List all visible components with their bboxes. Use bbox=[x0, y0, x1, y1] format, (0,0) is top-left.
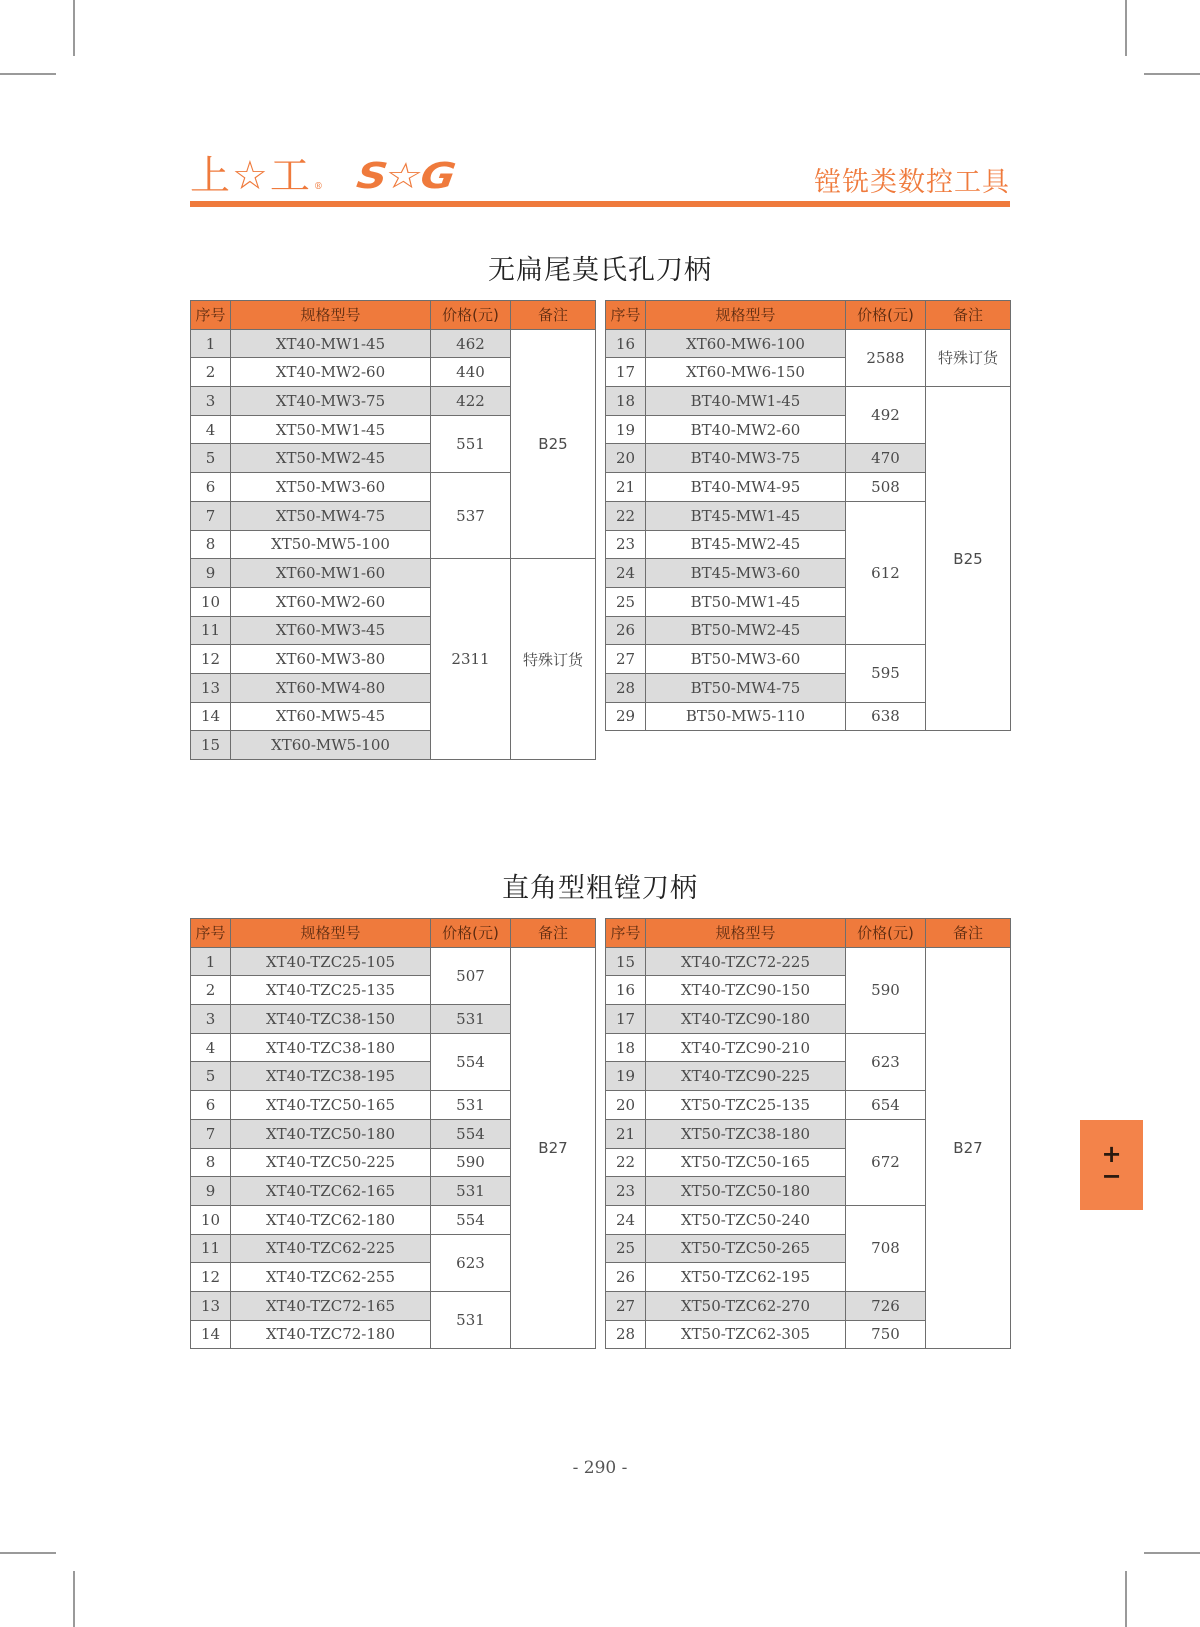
cell-model: BT50-MW5-110 bbox=[646, 702, 846, 731]
header-note: 备注 bbox=[511, 301, 596, 330]
table-header-row bbox=[191, 919, 596, 948]
cell-price: 672 bbox=[846, 1119, 926, 1205]
crop-mark bbox=[1144, 73, 1200, 75]
cell-price: 590 bbox=[846, 947, 926, 1033]
cell-price: 422 bbox=[431, 387, 511, 416]
cell-no: 27 bbox=[606, 645, 646, 674]
cell-model: XT40-MW1-45 bbox=[231, 329, 431, 358]
cell-note: B27 bbox=[511, 947, 596, 1349]
cell-model: BT45-MW3-60 bbox=[646, 559, 846, 588]
cell-model: XT50-MW1-45 bbox=[231, 415, 431, 444]
header-no: 序号 bbox=[606, 301, 646, 330]
cell-no: 17 bbox=[606, 1005, 646, 1034]
cell-no: 26 bbox=[606, 1263, 646, 1292]
header-no: 序号 bbox=[191, 919, 231, 948]
cell-model: XT50-MW4-75 bbox=[231, 501, 431, 530]
cell-price: 2311 bbox=[431, 559, 511, 760]
cell-price: 531 bbox=[431, 1177, 511, 1206]
cell-no: 13 bbox=[191, 673, 231, 702]
table-row bbox=[191, 329, 596, 358]
cell-model: XT60-MW6-150 bbox=[646, 358, 846, 387]
cell-no: 9 bbox=[191, 1177, 231, 1206]
cell-price: 612 bbox=[846, 501, 926, 644]
cell-model: BT50-MW4-75 bbox=[646, 673, 846, 702]
cell-no: 25 bbox=[606, 587, 646, 616]
cell-model: BT40-MW4-95 bbox=[646, 473, 846, 502]
cell-price: 2588 bbox=[846, 329, 926, 386]
cell-price: 440 bbox=[431, 358, 511, 387]
header-note: 备注 bbox=[926, 919, 1011, 948]
cell-model: XT50-TZC62-195 bbox=[646, 1263, 846, 1292]
cell-no: 12 bbox=[191, 645, 231, 674]
cell-no: 20 bbox=[606, 444, 646, 473]
header-model: 规格型号 bbox=[646, 301, 846, 330]
cell-model: XT50-TZC38-180 bbox=[646, 1119, 846, 1148]
cell-price: 554 bbox=[431, 1119, 511, 1148]
cell-model: XT60-MW1-60 bbox=[231, 559, 431, 588]
cell-model: XT40-TZC90-225 bbox=[646, 1062, 846, 1091]
cell-no: 29 bbox=[606, 702, 646, 731]
cell-no: 6 bbox=[191, 1091, 231, 1120]
crop-mark bbox=[73, 0, 75, 56]
header-note: 备注 bbox=[926, 301, 1011, 330]
cell-note: B25 bbox=[926, 387, 1011, 731]
header-model: 规格型号 bbox=[646, 919, 846, 948]
cell-note: B25 bbox=[511, 329, 596, 559]
crop-mark bbox=[1125, 0, 1127, 56]
cell-no: 9 bbox=[191, 559, 231, 588]
cell-model: XT40-TZC72-180 bbox=[231, 1320, 431, 1349]
cell-model: XT60-MW4-80 bbox=[231, 673, 431, 702]
cell-no: 14 bbox=[191, 702, 231, 731]
table-row bbox=[191, 947, 596, 976]
cell-model: XT40-TZC50-225 bbox=[231, 1148, 431, 1177]
header-price: 价格(元) bbox=[846, 301, 926, 330]
price-table-s1-left bbox=[190, 300, 596, 760]
cell-model: BT50-MW1-45 bbox=[646, 587, 846, 616]
cell-model: XT60-MW6-100 bbox=[646, 329, 846, 358]
cell-model: BT45-MW1-45 bbox=[646, 501, 846, 530]
cell-model: XT50-TZC50-165 bbox=[646, 1148, 846, 1177]
cell-price: 551 bbox=[431, 415, 511, 472]
section-label: 镗铣类数控工具 bbox=[814, 167, 1010, 198]
cell-no: 1 bbox=[191, 947, 231, 976]
cell-no: 7 bbox=[191, 501, 231, 530]
table-header-row bbox=[606, 301, 1011, 330]
cell-no: 21 bbox=[606, 473, 646, 502]
cell-model: XT40-MW3-75 bbox=[231, 387, 431, 416]
crop-mark bbox=[1144, 1552, 1200, 1554]
cell-price: 726 bbox=[846, 1291, 926, 1320]
cell-no: 7 bbox=[191, 1119, 231, 1148]
cell-model: XT50-TZC50-240 bbox=[646, 1205, 846, 1234]
cell-price: 590 bbox=[431, 1148, 511, 1177]
cell-no: 12 bbox=[191, 1263, 231, 1292]
cell-no: 24 bbox=[606, 1205, 646, 1234]
cell-model: XT60-MW3-80 bbox=[231, 645, 431, 674]
cell-price: 623 bbox=[431, 1234, 511, 1291]
header-model: 规格型号 bbox=[231, 919, 431, 948]
crop-mark bbox=[0, 73, 56, 75]
cell-price: 708 bbox=[846, 1205, 926, 1291]
table-row bbox=[606, 387, 1011, 416]
cell-price: 537 bbox=[431, 473, 511, 559]
cell-model: XT40-TZC50-165 bbox=[231, 1091, 431, 1120]
cell-no: 3 bbox=[191, 387, 231, 416]
cell-no: 10 bbox=[191, 1205, 231, 1234]
cell-no: 28 bbox=[606, 673, 646, 702]
cell-no: 15 bbox=[191, 731, 231, 760]
cell-price: 492 bbox=[846, 387, 926, 444]
header-price: 价格(元) bbox=[431, 919, 511, 948]
cell-price: 508 bbox=[846, 473, 926, 502]
cell-no: 18 bbox=[606, 1033, 646, 1062]
cell-model: XT50-MW3-60 bbox=[231, 473, 431, 502]
header-price: 价格(元) bbox=[431, 301, 511, 330]
crop-mark bbox=[1125, 1571, 1127, 1627]
cell-no: 2 bbox=[191, 976, 231, 1005]
cell-no: 8 bbox=[191, 530, 231, 559]
cell-no: 6 bbox=[191, 473, 231, 502]
cell-model: XT50-TZC62-305 bbox=[646, 1320, 846, 1349]
cell-model: XT60-MW5-100 bbox=[231, 731, 431, 760]
cell-model: BT50-MW2-45 bbox=[646, 616, 846, 645]
cell-no: 8 bbox=[191, 1148, 231, 1177]
cell-price: 554 bbox=[431, 1033, 511, 1090]
section1-title: 无扁尾莫氏孔刀柄 bbox=[488, 255, 712, 286]
brand-logo bbox=[190, 148, 457, 199]
cell-price: 554 bbox=[431, 1205, 511, 1234]
cell-price: 654 bbox=[846, 1091, 926, 1120]
cell-model: XT40-TZC62-255 bbox=[231, 1263, 431, 1292]
cell-model: BT45-MW2-45 bbox=[646, 530, 846, 559]
cell-model: BT40-MW2-60 bbox=[646, 415, 846, 444]
cell-no: 22 bbox=[606, 1148, 646, 1177]
header-divider bbox=[190, 201, 1010, 207]
table-row bbox=[191, 559, 596, 588]
cell-price: 531 bbox=[431, 1005, 511, 1034]
cell-no: 5 bbox=[191, 1062, 231, 1091]
logo-sg-mark: S☆G bbox=[353, 154, 457, 197]
cell-model: XT40-TZC62-165 bbox=[231, 1177, 431, 1206]
registered-mark: ® bbox=[313, 182, 323, 192]
cell-model: XT40-TZC50-180 bbox=[231, 1119, 431, 1148]
cell-model: XT50-TZC50-265 bbox=[646, 1234, 846, 1263]
cell-no: 23 bbox=[606, 530, 646, 559]
price-table-s2-right bbox=[605, 918, 1011, 1349]
cell-no: 3 bbox=[191, 1005, 231, 1034]
cell-no: 13 bbox=[191, 1291, 231, 1320]
cell-model: XT40-MW2-60 bbox=[231, 358, 431, 387]
header-model: 规格型号 bbox=[231, 301, 431, 330]
cell-model: XT40-TZC62-180 bbox=[231, 1205, 431, 1234]
cell-price: 595 bbox=[846, 645, 926, 702]
cell-model: BT40-MW3-75 bbox=[646, 444, 846, 473]
cell-model: XT50-TZC62-270 bbox=[646, 1291, 846, 1320]
cell-model: XT60-MW5-45 bbox=[231, 702, 431, 731]
cell-model: XT60-MW3-45 bbox=[231, 616, 431, 645]
cell-model: XT50-TZC25-135 bbox=[646, 1091, 846, 1120]
cell-no: 2 bbox=[191, 358, 231, 387]
page-number: - 290 - bbox=[572, 1458, 628, 1478]
cell-no: 5 bbox=[191, 444, 231, 473]
price-table-s2-left bbox=[190, 918, 596, 1349]
cell-note: 特殊订货 bbox=[926, 329, 1011, 386]
header-no: 序号 bbox=[606, 919, 646, 948]
cell-model: XT40-TZC90-210 bbox=[646, 1033, 846, 1062]
cell-no: 16 bbox=[606, 329, 646, 358]
cell-no: 22 bbox=[606, 501, 646, 530]
cell-model: XT40-TZC38-180 bbox=[231, 1033, 431, 1062]
cell-no: 19 bbox=[606, 1062, 646, 1091]
cell-no: 4 bbox=[191, 415, 231, 444]
table-row bbox=[606, 947, 1011, 976]
cell-model: BT50-MW3-60 bbox=[646, 645, 846, 674]
cell-price: 638 bbox=[846, 702, 926, 731]
section2-title: 直角型粗镗刀柄 bbox=[502, 873, 698, 904]
table-header-row bbox=[606, 919, 1011, 948]
cell-model: XT40-TZC72-225 bbox=[646, 947, 846, 976]
cell-no: 10 bbox=[191, 587, 231, 616]
cell-price: 507 bbox=[431, 947, 511, 1004]
cell-no: 19 bbox=[606, 415, 646, 444]
cell-no: 11 bbox=[191, 1234, 231, 1263]
cell-model: XT40-TZC90-150 bbox=[646, 976, 846, 1005]
cell-model: XT40-TZC62-225 bbox=[231, 1234, 431, 1263]
cell-note: B27 bbox=[926, 947, 1011, 1349]
cell-note: 特殊订货 bbox=[511, 559, 596, 760]
table-header-row bbox=[191, 301, 596, 330]
cell-price: 531 bbox=[431, 1091, 511, 1120]
crop-mark bbox=[0, 1552, 56, 1554]
cell-no: 26 bbox=[606, 616, 646, 645]
cell-no: 18 bbox=[606, 387, 646, 416]
cell-price: 470 bbox=[846, 444, 926, 473]
price-table-s1-right bbox=[605, 300, 1011, 731]
cell-no: 21 bbox=[606, 1119, 646, 1148]
plus-icon: + bbox=[1101, 1140, 1122, 1168]
cell-model: BT40-MW1-45 bbox=[646, 387, 846, 416]
logo-chinese-mark: 上☆工 bbox=[190, 153, 312, 199]
cell-model: XT50-MW5-100 bbox=[231, 530, 431, 559]
cell-model: XT40-TZC38-150 bbox=[231, 1005, 431, 1034]
cell-price: 531 bbox=[431, 1291, 511, 1348]
cell-no: 24 bbox=[606, 559, 646, 588]
cell-model: XT50-TZC50-180 bbox=[646, 1177, 846, 1206]
header-no: 序号 bbox=[191, 301, 231, 330]
header-note: 备注 bbox=[511, 919, 596, 948]
cell-model: XT40-TZC90-180 bbox=[646, 1005, 846, 1034]
cell-model: XT50-MW2-45 bbox=[231, 444, 431, 473]
cell-no: 27 bbox=[606, 1291, 646, 1320]
cell-no: 28 bbox=[606, 1320, 646, 1349]
cell-no: 16 bbox=[606, 976, 646, 1005]
cell-no: 11 bbox=[191, 616, 231, 645]
cell-no: 25 bbox=[606, 1234, 646, 1263]
cell-no: 17 bbox=[606, 358, 646, 387]
cell-model: XT40-TZC72-165 bbox=[231, 1291, 431, 1320]
cell-no: 15 bbox=[606, 947, 646, 976]
cell-model: XT40-TZC38-195 bbox=[231, 1062, 431, 1091]
crop-mark bbox=[73, 1571, 75, 1627]
cell-model: XT40-TZC25-135 bbox=[231, 976, 431, 1005]
cell-price: 623 bbox=[846, 1033, 926, 1090]
cell-no: 1 bbox=[191, 329, 231, 358]
header-price: 价格(元) bbox=[846, 919, 926, 948]
cell-model: XT60-MW2-60 bbox=[231, 587, 431, 616]
cell-no: 20 bbox=[606, 1091, 646, 1120]
cell-no: 4 bbox=[191, 1033, 231, 1062]
cell-price: 462 bbox=[431, 329, 511, 358]
chapter-tab[interactable] bbox=[1080, 1120, 1143, 1210]
cell-price: 750 bbox=[846, 1320, 926, 1349]
cell-no: 23 bbox=[606, 1177, 646, 1206]
cell-model: XT40-TZC25-105 bbox=[231, 947, 431, 976]
cell-no: 14 bbox=[191, 1320, 231, 1349]
minus-icon: − bbox=[1101, 1162, 1122, 1190]
table-row bbox=[606, 329, 1011, 358]
